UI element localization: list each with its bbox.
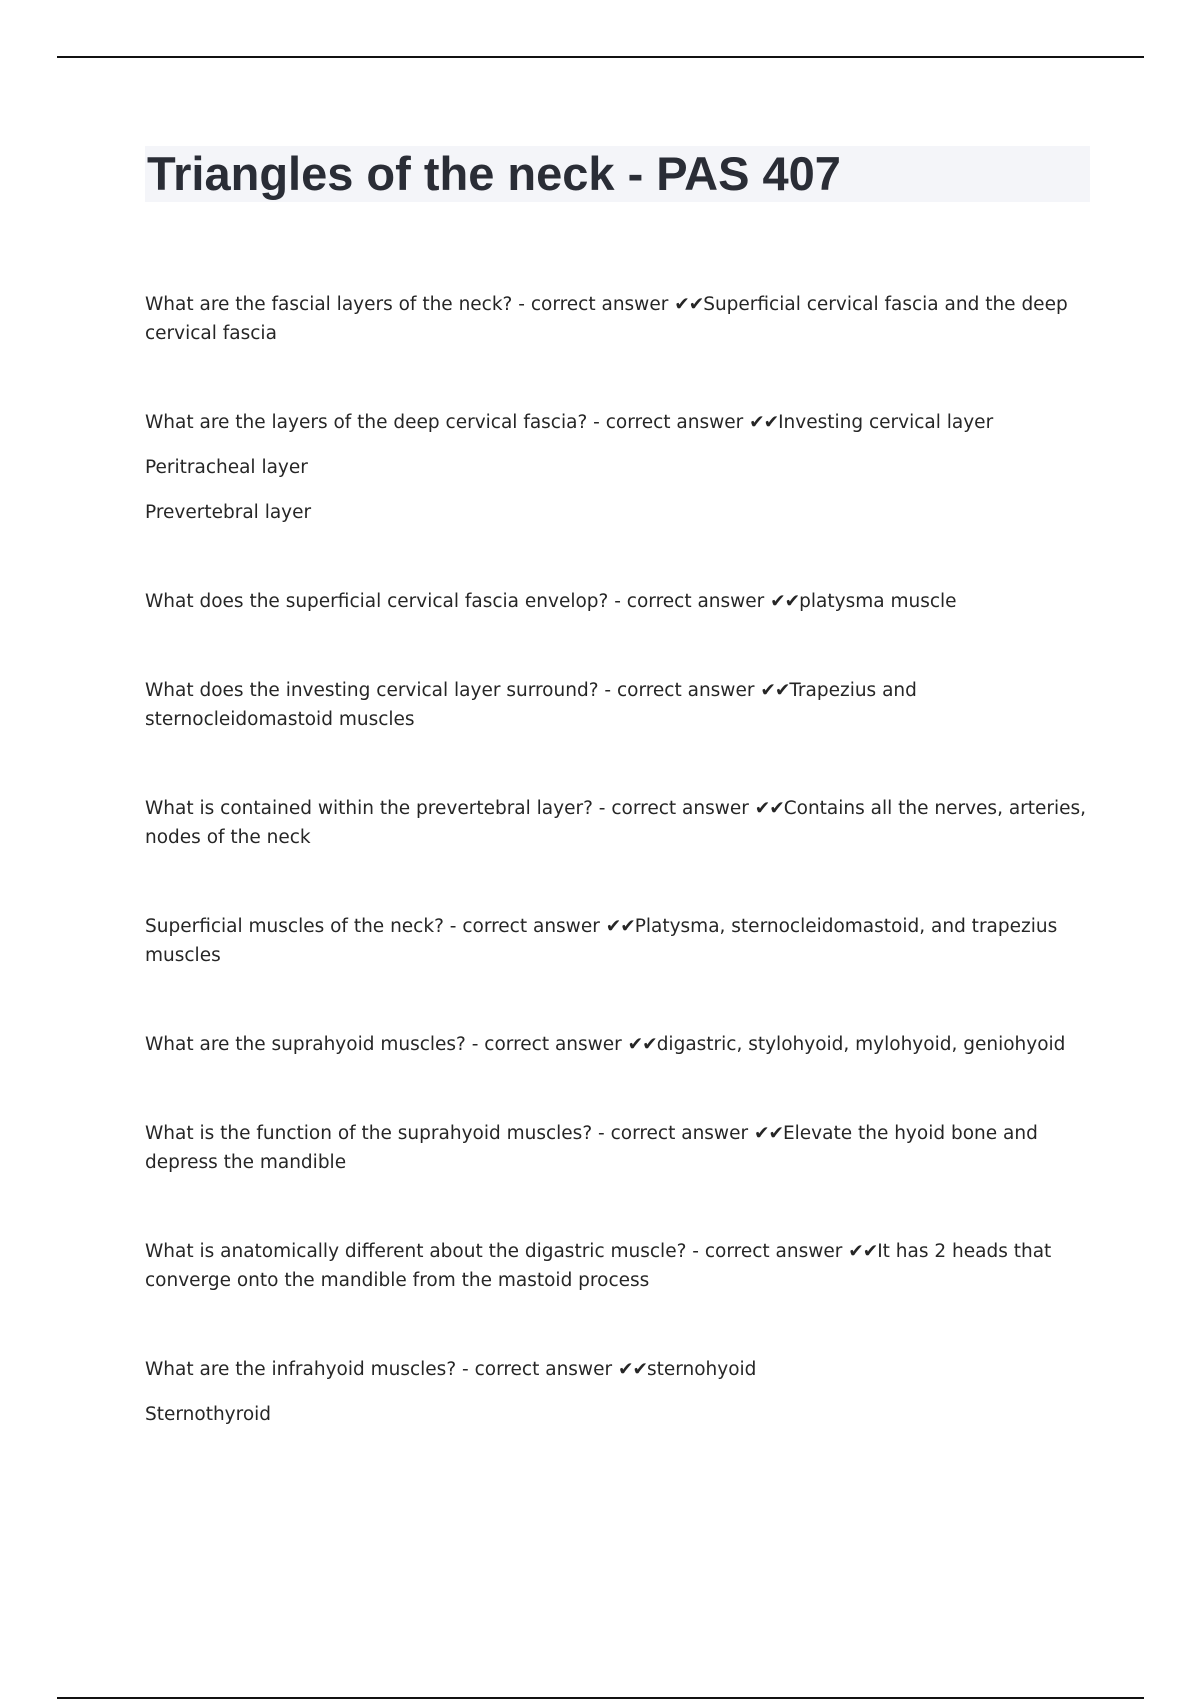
double-check-icon: ✔✔ bbox=[753, 1123, 783, 1144]
correct-answer-label: - correct answer bbox=[465, 1034, 628, 1055]
answer-text: digastric, stylohyoid, mylohyoid, geniohyoid bbox=[656, 1034, 1066, 1055]
title-banner bbox=[145, 146, 1090, 202]
bottom-rule bbox=[57, 1697, 1144, 1699]
double-check-icon: ✔✔ bbox=[627, 1034, 657, 1055]
double-check-icon: ✔✔ bbox=[760, 680, 790, 701]
correct-answer-label: - correct answer bbox=[608, 591, 771, 612]
question-text: What does the superficial cervical fascia envelop? bbox=[145, 591, 609, 612]
question-text: Superficial muscles of the neck? bbox=[145, 916, 444, 937]
double-check-icon: ✔✔ bbox=[749, 412, 779, 433]
qa-list bbox=[145, 290, 1090, 1489]
question-text: What does the investing cervical layer surround? bbox=[145, 680, 599, 701]
answer-extra-line: Peritracheal layer bbox=[145, 457, 308, 478]
page-title: Triangles of the neck - PAS 407 bbox=[147, 147, 841, 200]
double-check-icon: ✔✔ bbox=[770, 591, 800, 612]
qa-line bbox=[145, 1237, 1090, 1295]
double-check-icon: ✔✔ bbox=[605, 916, 635, 937]
answer-text: Contains all the nerves, arteries, nodes of the neck bbox=[145, 798, 1087, 848]
qa-item bbox=[145, 1030, 1090, 1059]
answer-text: Platysma, sternocleidomastoid, and trapezius muscles bbox=[145, 916, 1058, 966]
correct-answer-label: - correct answer bbox=[592, 798, 755, 819]
question-text: What is anatomically different about the digastric muscle? bbox=[145, 1241, 687, 1262]
answer-text: Investing cervical layer bbox=[778, 412, 994, 433]
qa-item bbox=[145, 587, 1090, 616]
answer-text: sternohyoid bbox=[646, 1359, 757, 1380]
qa-line bbox=[145, 1355, 1090, 1384]
qa-line bbox=[145, 408, 1090, 437]
answer-extra-line: Sternothyroid bbox=[145, 1404, 272, 1425]
qa-item bbox=[145, 1119, 1090, 1177]
answer-text: Superficial cervical fascia and the deep cervical fascia bbox=[145, 294, 1068, 344]
double-check-icon: ✔✔ bbox=[848, 1241, 878, 1262]
question-text: What are the infrahyoid muscles? bbox=[145, 1359, 457, 1380]
qa-line bbox=[145, 912, 1090, 970]
qa-line bbox=[145, 587, 1090, 616]
qa-item bbox=[145, 1355, 1090, 1429]
qa-item bbox=[145, 912, 1090, 970]
answer-text: It has 2 heads that converge onto the mandible from the mastoid process bbox=[145, 1241, 1052, 1291]
correct-answer-label: - correct answer bbox=[598, 680, 761, 701]
answer-text: Trapezius and sternocleidomastoid muscles bbox=[145, 680, 917, 730]
qa-line bbox=[145, 794, 1090, 852]
correct-answer-label: - correct answer bbox=[456, 1359, 618, 1380]
qa-item bbox=[145, 676, 1090, 734]
double-check-icon: ✔✔ bbox=[617, 1359, 647, 1380]
qa-line bbox=[145, 676, 1090, 734]
question-text: What are the fascial layers of the neck? bbox=[145, 294, 513, 315]
answer-text: platysma muscle bbox=[799, 591, 957, 612]
correct-answer-label: - correct answer bbox=[587, 412, 750, 433]
question-text: What is the function of the suprahyoid muscles? bbox=[145, 1123, 593, 1144]
top-rule bbox=[57, 56, 1144, 58]
question-text: What are the layers of the deep cervical fascia? bbox=[145, 412, 588, 433]
correct-answer-label: - correct answer bbox=[686, 1241, 849, 1262]
question-text: What is contained within the prevertebral layer? bbox=[145, 798, 593, 819]
qa-item bbox=[145, 408, 1090, 527]
correct-answer-label: - correct answer bbox=[443, 916, 606, 937]
correct-answer-label: - correct answer bbox=[592, 1123, 754, 1144]
qa-line bbox=[145, 1119, 1090, 1177]
qa-item bbox=[145, 290, 1090, 348]
double-check-icon: ✔✔ bbox=[754, 798, 784, 819]
question-text: What are the suprahyoid muscles? bbox=[145, 1034, 466, 1055]
answer-text: Elevate the hyoid bone and depress the mandible bbox=[145, 1123, 1038, 1173]
correct-answer-label: - correct answer bbox=[512, 294, 675, 315]
qa-line bbox=[145, 290, 1090, 348]
answer-extra-line: Prevertebral layer bbox=[145, 502, 312, 523]
qa-item bbox=[145, 794, 1090, 852]
qa-line bbox=[145, 1030, 1090, 1059]
qa-item bbox=[145, 1237, 1090, 1295]
double-check-icon: ✔✔ bbox=[674, 294, 704, 315]
